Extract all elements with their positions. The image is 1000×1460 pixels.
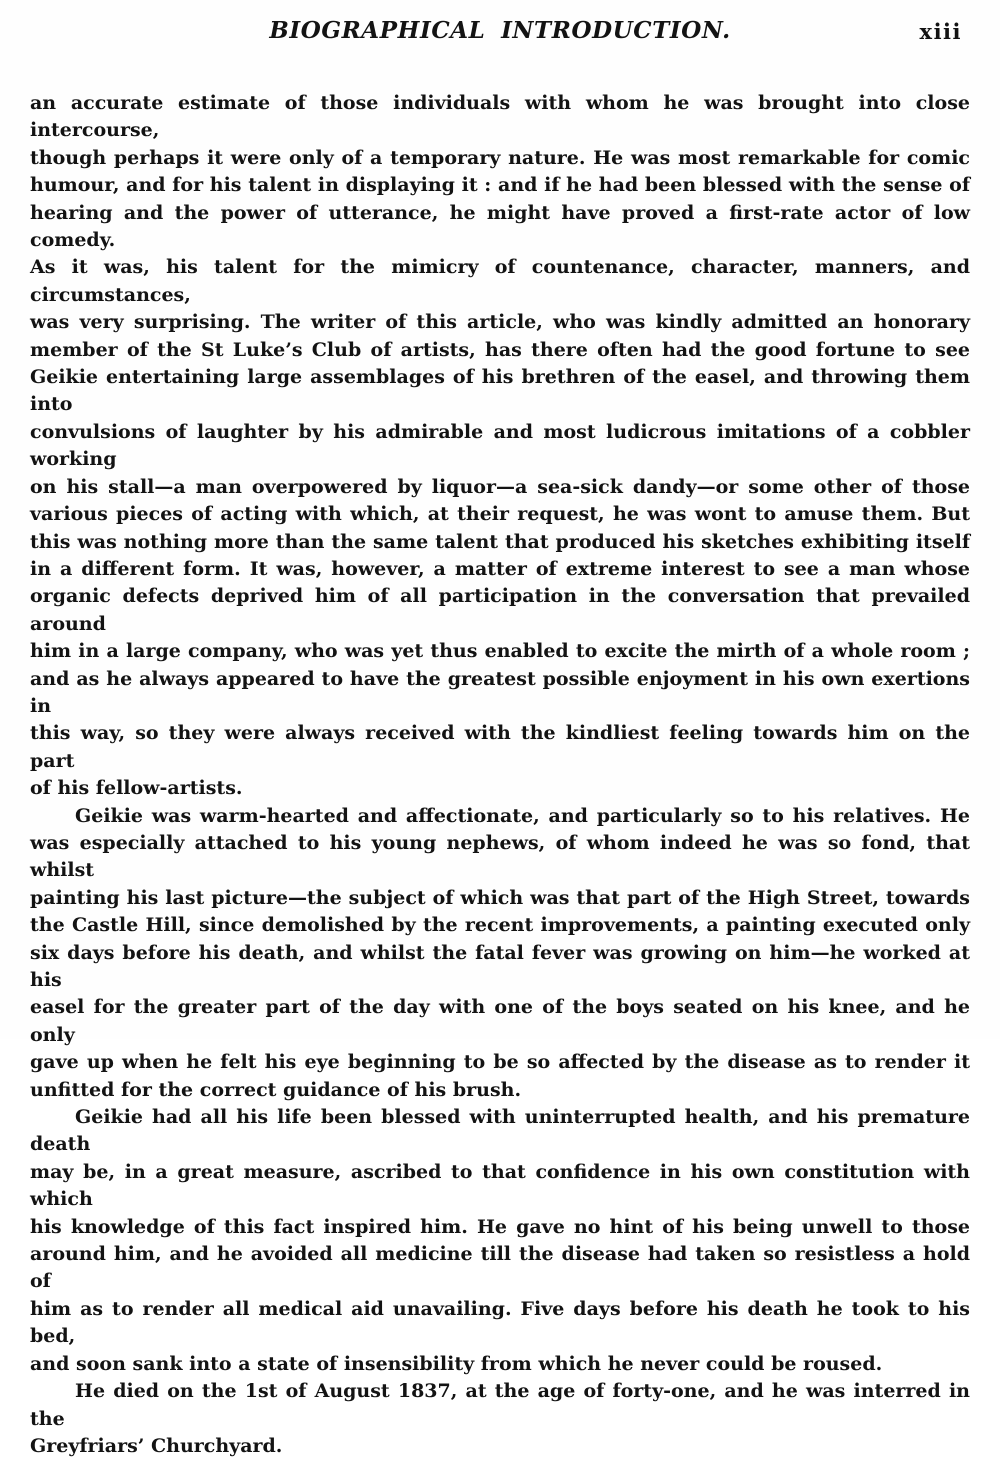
page-title: BIOGRAPHICAL INTRODUCTION.: [269, 17, 731, 44]
text-line: member of the St Luke’s Club of artists, has there often had the good fortune to see: [30, 338, 970, 361]
page-body: [30, 90, 970, 1460]
text-line: in a different form. It was, however, a matter of extreme interest to see a man whose: [30, 557, 970, 580]
text-line: and soon sank into a state of insensibility from which he never could be roused.: [30, 1352, 883, 1375]
text-line: him as to render all medical aid unavailing. Five days before his death he took to his bed,: [30, 1297, 970, 1348]
text-line: Greyfriars’ Churchyard.: [30, 1434, 283, 1457]
text-line: easel for the greater part of the day with one of the boys seated on his knee, and he only: [30, 996, 970, 1046]
text-line: Geikie entertaining large assemblages of his brethren of the easel, and throwing them into: [30, 366, 970, 416]
text-line: him in a large company, who was yet thus enabled to excite the mirth of a whole room ;: [30, 640, 970, 663]
text-line: six days before his death, and whilst the fatal fever was growing on him—he worked at his: [30, 941, 970, 991]
text-line: unfitted for the correct guidance of his brush.: [30, 1078, 522, 1101]
text-line: around him, and he avoided all medicine till the disease had taken so resistless a hold of: [30, 1243, 970, 1293]
text-line: of his fellow-artists.: [30, 777, 243, 800]
text-line: was especially attached to his young nephews, of whom indeed he was so fond, that whilst: [30, 831, 970, 882]
text-line: gave up when he felt his eye beginning to be so affected by the disease as to render it: [30, 1051, 970, 1074]
text-line: organic defects deprived him of all participation in the conversation that prevailed around: [30, 585, 970, 635]
text-line: He died on the 1st of August 1837, at the age of forty-one, and he was interred in the: [30, 1380, 970, 1430]
text-line: hearing and the power of utterance, he might have proved a first-rate actor of low comedy.: [30, 201, 970, 252]
text-line: the Castle Hill, since demolished by the recent improvements, a painting executed only: [30, 914, 970, 937]
text-line: Geikie was warm-hearted and affectionate, and particularly so to his relatives. He: [75, 804, 970, 827]
text-line: various pieces of acting with which, at their request, he was wont to amuse them. But: [30, 503, 970, 526]
text-line: his knowledge of this fact inspired him. He gave no hint of his being unwell to those: [30, 1215, 970, 1238]
text-line: may be, in a great measure, ascribed to that confidence in his own constitution with which: [30, 1160, 970, 1211]
text-line: As it was, his talent for the mimicry of countenance, character, manners, and circumstances,: [30, 256, 970, 306]
text-line: Geikie had all his life been blessed with uninterrupted health, and his premature death: [30, 1106, 970, 1156]
text-line: and as he always appeared to have the greatest possible enjoyment in his own exertions in: [30, 667, 970, 717]
text-line: this way, so they were always received with the kindliest feeling towards him on the part: [30, 722, 970, 772]
text-line: humour, and for his talent in displaying it : and if he had been blessed with the sense of: [30, 174, 970, 197]
text-line: painting his last picture—the subject of which was that part of the High Street, towards: [30, 886, 970, 909]
text-line: convulsions of laughter by his admirable and most ludicrous imitations of a cobbler working: [30, 420, 970, 471]
text-line: this was nothing more than the same talent that produced his sketches exhibiting itself: [30, 530, 970, 553]
text-line: on his stall—a man overpowered by liquor—a sea-sick dandy—or some other of those: [30, 475, 970, 498]
text-line: an accurate estimate of those individuals with whom he was brought into close intercourse,: [30, 92, 970, 142]
text-line: was very surprising. The writer of this article, who was kindly admitted an honorary: [30, 311, 970, 334]
page-number: xiii: [919, 19, 962, 44]
text-line: though perhaps it were only of a temporary nature. He was most remarkable for comic: [30, 146, 970, 169]
running-head: [30, 17, 970, 45]
